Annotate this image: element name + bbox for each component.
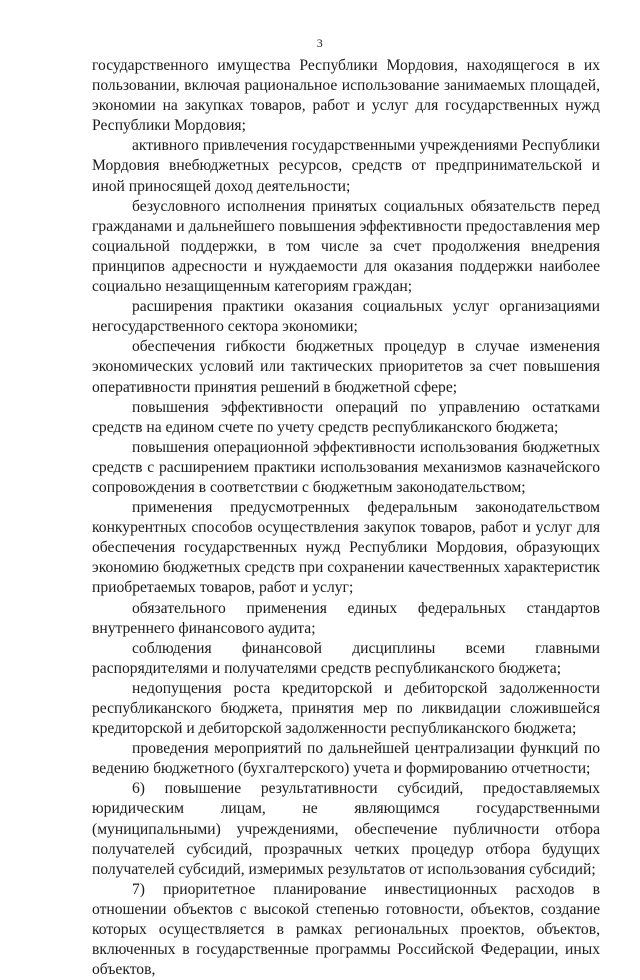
paragraph-continuation: государственного имущества Республики Мордовия, находящегося в их пользовании, включая рациональное использование занимаемых площадей, экономии на закупках товаров, работ и услуг для государственных нужд Республики Мордовия;	[92, 57, 600, 135]
paragraph: соблюдения финансовой дисциплины всеми главными распорядителями и получателями средств республиканского бюджета;	[92, 639, 600, 677]
paragraph: обязательного применения единых федеральных стандартов внутреннего финансового аудита;	[92, 599, 600, 637]
paragraph: применения предусмотренных федеральным законодательством конкурентных способов осуществления закупок товаров, работ и услуг для обеспечения государственных нужд Республики Мордовия, образующих экономию бюджетных средств при сохранении качественных характеристик приобретаемых товаров, работ и услуг;	[92, 499, 600, 597]
paragraph: расширения практики оказания социальных услуг организациями негосударственного сектора экономики;	[92, 298, 600, 336]
document-body	[92, 56, 600, 980]
paragraph-numbered: 7) приоритетное планирование инвестиционных расходов в отношении объектов с высокой степенью готовности, объектов, создание которых осуществляется в рамках региональных проектов, объектов, включенных в государственные программы Российской Федерации, иных объектов,	[92, 880, 600, 979]
paragraph-numbered: 6) повышение результативности субсидий, предоставляемых юридическим лицам, не являющимся государственными (муниципальными) учреждениями, обеспечение публичности отбора получателей субсидий, прозрачных четких процедур отбора будущих получателей субсидий, измеримых результатов от использования субсидий;	[92, 780, 600, 878]
paragraph: активного привлечения государственными учреждениями Республики Мордовия внебюджетных ресурсов, средств от предпринимательской и иной приносящей доход деятельности;	[92, 137, 600, 195]
paragraph: недопущения роста кредиторской и дебиторской задолженности республиканского бюджета, принятия мер по ликвидации сложившейся кредиторской и дебиторской задолженности республиканского бюджета;	[92, 679, 600, 738]
paragraph: повышения эффективности операций по управлению остатками средств на едином счете по учету средств республиканского бюджета;	[92, 398, 600, 436]
paragraph: обеспечения гибкости бюджетных процедур в случае изменения экономических условий или тактических приоритетов за счет повышения оперативности принятия решений в бюджетной сфере;	[92, 338, 600, 396]
page-number: 3	[316, 36, 324, 50]
paragraph: проведения мероприятий по дальнейшей централизации функций по ведению бюджетного (бухгалтерского) учета и формированию отчетности;	[92, 740, 600, 778]
paragraph: повышения операционной эффективности использования бюджетных средств с расширением практики использования механизмов казначейского сопровождения в соответствии с бюджетным законодательством;	[92, 438, 600, 496]
paragraph: безусловного исполнения принятых социальных обязательств перед гражданами и дальнейшего повышения эффективности предоставления мер социальной поддержки, в том числе за счет продолжения внедрения принципов адресности и нуждаемости для оказания поддержки наиболее социально незащищенным категориям граждан;	[92, 197, 600, 296]
